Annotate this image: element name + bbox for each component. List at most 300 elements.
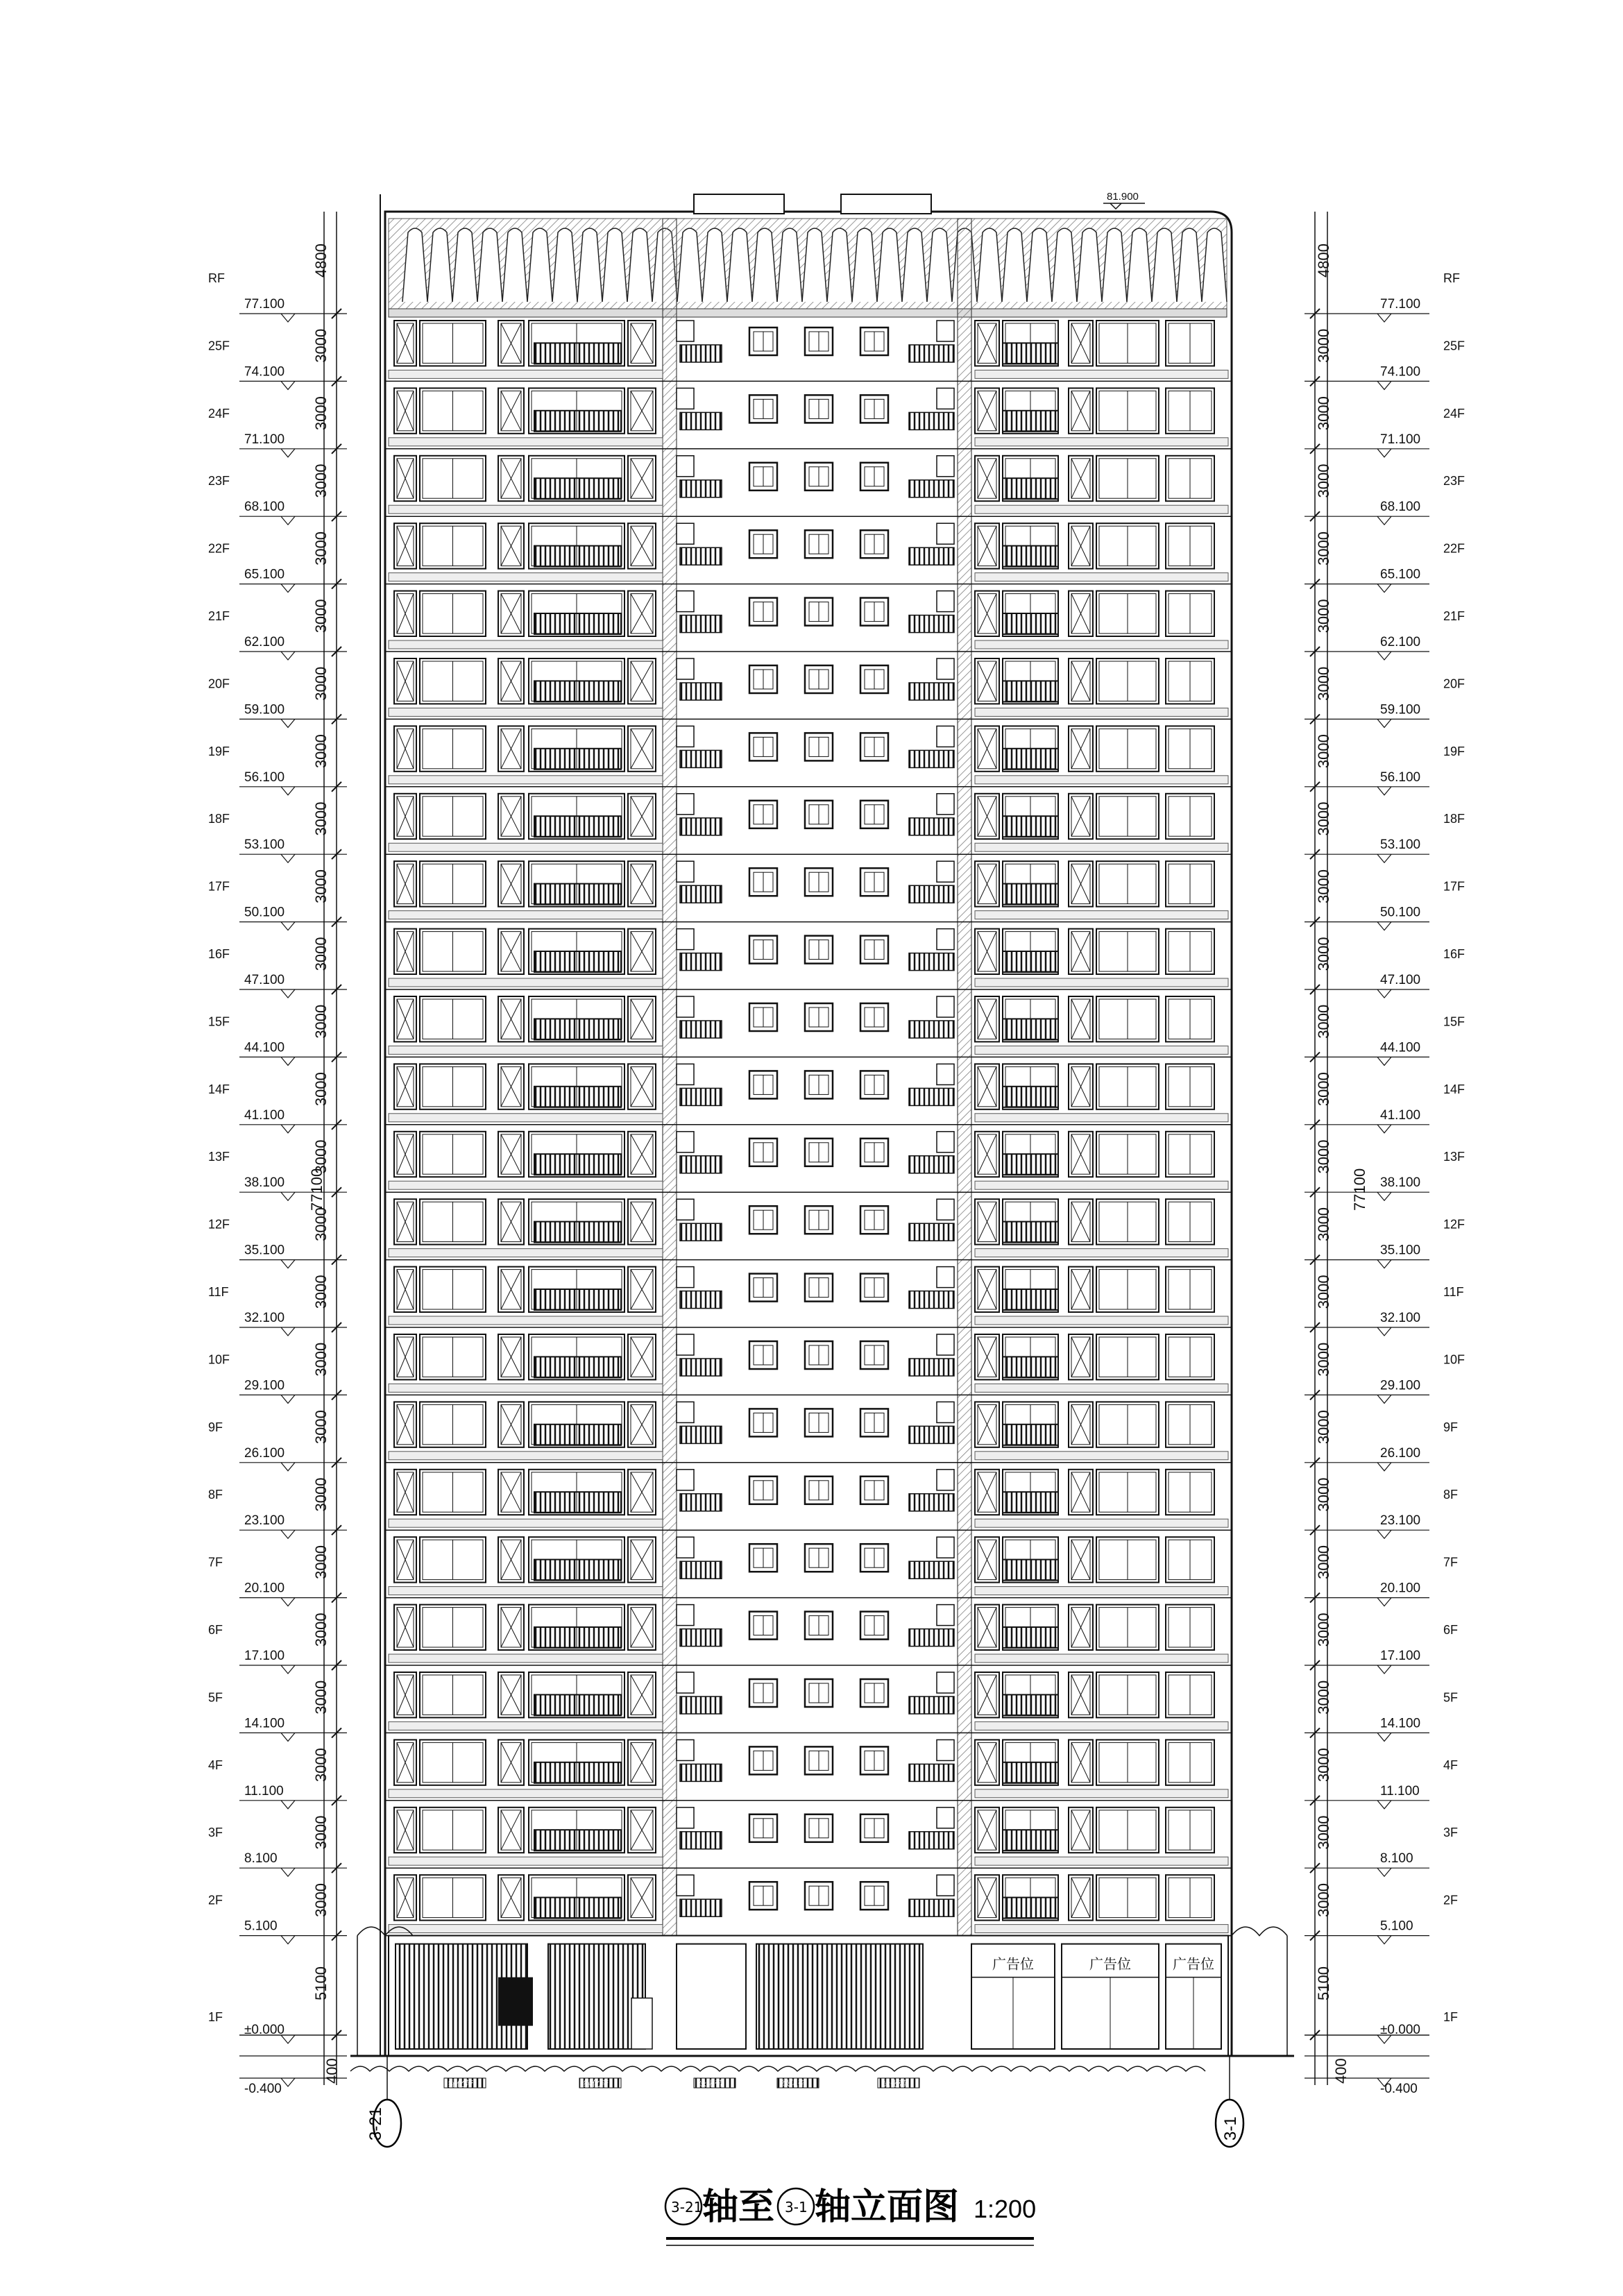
floor-height-right: 3000 (1315, 1545, 1332, 1579)
core-balcony (909, 412, 954, 430)
floor-label-left: 17F (208, 879, 230, 894)
floor-label-left: 23F (208, 474, 230, 488)
floor-height-left: 3000 (312, 1882, 330, 1917)
floor-height-right: 3000 (1315, 599, 1332, 633)
floor-row (385, 388, 1232, 448)
core-balcony (909, 547, 954, 565)
floor-row (385, 996, 1232, 1057)
core-balcony (680, 1021, 722, 1038)
floor-label-left: 15F (208, 1014, 230, 1029)
core-balcony (680, 683, 722, 700)
level-label-left: 56.100 (244, 769, 285, 785)
floor-label-left: 16F (208, 947, 230, 961)
floor-label-right: 19F (1443, 744, 1465, 758)
core-balcony (909, 480, 954, 498)
level-label-left: 14.100 (244, 1716, 285, 1731)
level-label-left: 71.100 (244, 432, 285, 447)
floor-row (385, 1064, 1232, 1124)
balcony-railing (1003, 1830, 1058, 1851)
floor-label-right: 7F (1443, 1555, 1459, 1570)
floor-label-right: 25F (1443, 339, 1465, 353)
floor-label-right: 2F (1443, 1893, 1459, 1907)
left-dimension-column (208, 212, 347, 2086)
shop-sign: 广告位 (1089, 1957, 1131, 1973)
floor-height-left: 3000 (312, 328, 330, 363)
floor-row (385, 321, 1232, 381)
floor-label-left: 21F (208, 609, 230, 623)
floor-height-left: 3000 (312, 1342, 330, 1377)
level-label-left: 20.100 (244, 1581, 285, 1596)
balcony-railing (534, 343, 621, 364)
floor-height-right: 3000 (1315, 1342, 1332, 1377)
balcony-railing (1003, 1087, 1058, 1107)
level-label-right: 26.100 (1380, 1445, 1421, 1461)
floor-row (385, 1132, 1232, 1192)
level-label-left: 11.100 (244, 1783, 284, 1798)
level-label-right: 8.100 (1380, 1851, 1413, 1866)
core-balcony (680, 1494, 722, 1511)
core-balcony (680, 412, 722, 430)
floor-height-right: 3000 (1315, 1207, 1332, 1241)
core-balcony (909, 1223, 954, 1241)
level-label-left: 17.100 (244, 1649, 285, 1663)
floor-row (385, 1537, 1232, 1597)
core-balcony (909, 1291, 954, 1309)
entrance-door (756, 1944, 923, 2049)
floor-row (385, 456, 1232, 516)
floor-height-right: 3000 (1315, 1613, 1332, 1647)
ground-planting (350, 2066, 1205, 2071)
floor-height-right: 3000 (1315, 734, 1332, 769)
floor-label-right: 12F (1443, 1217, 1465, 1232)
floor-row (385, 1470, 1232, 1530)
floor-label-left: 6F (208, 1623, 223, 1637)
floor-label-right: RF (1443, 271, 1460, 285)
balcony-railing (1003, 1154, 1058, 1175)
floor-height-right: 4800 (1315, 244, 1332, 278)
balcony-railing (534, 1560, 621, 1581)
balcony-railing (1003, 1019, 1058, 1039)
base-dim-left: 400 (323, 2058, 341, 2084)
level-label-left: 8.100 (244, 1851, 278, 1866)
balcony-railing (534, 1222, 621, 1243)
balcony-railing (534, 1087, 621, 1107)
floor-height-right: 3000 (1315, 801, 1332, 836)
floor-label-right: 6F (1443, 1623, 1459, 1637)
level-label-left: 53.100 (244, 837, 285, 853)
level-label-left: 29.100 (244, 1378, 285, 1393)
floor-height-left: 3000 (312, 1275, 330, 1309)
floor-row (385, 794, 1232, 854)
entrance-door (548, 1944, 645, 2049)
shop-sign: 广告位 (992, 1957, 1034, 1973)
core-balcony (680, 1156, 722, 1173)
balcony-railing (534, 816, 621, 837)
floor-height-left: 3000 (312, 1004, 330, 1039)
core-balcony (909, 1832, 954, 1849)
balcony-railing (534, 1492, 621, 1513)
balcony-railing (534, 1289, 621, 1310)
level-label-left: 47.100 (244, 973, 285, 987)
level-label-right: 17.100 (1380, 1649, 1421, 1663)
floor-height-left: 3000 (312, 599, 330, 633)
floor-label-left: 18F (208, 812, 230, 826)
floor-label-left: 11F (208, 1285, 229, 1299)
floor-label-right: 9F (1443, 1420, 1459, 1434)
floor-label-left: 13F (208, 1150, 230, 1164)
floor-height-right: 3000 (1315, 1815, 1332, 1850)
level-label-right: 74.100 (1380, 364, 1421, 380)
level-label-right: 32.100 (1380, 1311, 1421, 1325)
level-label-right: 59.100 (1380, 702, 1421, 717)
floor-height-right: 3000 (1315, 1275, 1332, 1309)
floor-label-right: 21F (1443, 609, 1465, 623)
balcony-railing (534, 884, 621, 905)
floor-row (385, 1402, 1232, 1462)
floor-label-left: 9F (208, 1420, 223, 1434)
balcony-railing (1003, 951, 1058, 972)
ground-level-right: ±0.000 (1380, 2023, 1420, 2037)
balcony-railing (534, 1019, 621, 1039)
level-label-right: 5.100 (1380, 1919, 1413, 1934)
floor-label-right: 16F (1443, 947, 1465, 961)
balcony-railing (1003, 411, 1058, 432)
core-balcony (909, 1088, 954, 1105)
balcony-railing (534, 1898, 621, 1919)
floor-label-right: 4F (1443, 1758, 1459, 1772)
core-balcony (909, 345, 954, 362)
floor-height-left: 3000 (312, 1680, 330, 1715)
level-label-right: 41.100 (1380, 1107, 1421, 1123)
floor-label-left: 12F (208, 1217, 230, 1232)
level-label-left: 44.100 (244, 1040, 285, 1055)
balcony-railing (1003, 1762, 1058, 1783)
core-balcony (909, 750, 954, 767)
floor-label-right: 22F (1443, 541, 1465, 556)
core-balcony (680, 1899, 722, 1916)
balcony-railing (534, 1154, 621, 1175)
level-label-right: 20.100 (1380, 1581, 1421, 1596)
drawing-title-block (665, 2186, 1036, 2245)
core-balcony (680, 885, 722, 903)
floor-label-right: 10F (1443, 1352, 1465, 1367)
level-label-left: 68.100 (244, 500, 285, 515)
level-label-left: 23.100 (244, 1513, 285, 1529)
core-balcony (680, 1764, 722, 1781)
core-balcony (680, 1426, 722, 1443)
level-label-left: 77.100 (244, 297, 285, 312)
floor-label-right: 13F (1443, 1150, 1465, 1164)
roof-top-level: 81.900 (1107, 191, 1139, 203)
core-balcony (680, 953, 722, 971)
floor-label-left: 4F (208, 1758, 223, 1772)
core-balcony (680, 1359, 722, 1376)
floor-label-left: 2F (208, 1893, 223, 1907)
balcony-railing (534, 681, 621, 701)
balcony-railing (534, 1627, 621, 1648)
floor-row (385, 591, 1232, 652)
floor-label-left: 19F (208, 744, 230, 758)
floor-row (385, 1199, 1232, 1259)
balcony-railing (534, 749, 621, 769)
floor-label-left: 25F (208, 339, 230, 353)
core-balcony (909, 1021, 954, 1038)
floor-height-left: 3000 (312, 937, 330, 971)
core-balcony (909, 953, 954, 971)
floor-height-right: 3000 (1315, 1680, 1332, 1715)
floor-row (385, 658, 1232, 719)
floor-height-right: 3000 (1315, 869, 1332, 903)
balcony-railing (534, 478, 621, 499)
floor-row (385, 861, 1232, 921)
floor-label-right: 1F (1443, 2010, 1459, 2024)
level-label-left: 65.100 (244, 567, 285, 582)
floor-height-left: 3000 (312, 666, 330, 701)
level-label-right: 38.100 (1380, 1175, 1421, 1191)
floor-row (385, 1334, 1232, 1395)
floor-height-right: 3000 (1315, 328, 1332, 363)
floor-height-left: 3000 (312, 1207, 330, 1241)
level-label-left: 74.100 (244, 364, 285, 380)
core-balcony (909, 818, 954, 835)
level-label-left: 35.100 (244, 1243, 285, 1258)
axis-label-left: 3-21 (366, 2107, 385, 2141)
floor-label-left: 24F (208, 406, 230, 420)
core-balcony (680, 480, 722, 498)
floor-height-left: 5100 (312, 1966, 330, 2000)
level-label-right: 68.100 (1380, 500, 1421, 515)
core-balcony (680, 1223, 722, 1241)
core-balcony (909, 1426, 954, 1443)
floor-row (385, 1875, 1232, 1935)
floor-row (385, 929, 1232, 989)
floor-label-left: 14F (208, 1082, 230, 1096)
core-balcony (680, 1832, 722, 1849)
level-label-left: 38.100 (244, 1175, 285, 1191)
balcony-railing (1003, 343, 1058, 364)
level-label-right: 29.100 (1380, 1378, 1421, 1393)
core-balcony (680, 615, 722, 633)
vertical-band (958, 219, 971, 2056)
balcony-railing (534, 1357, 621, 1377)
level-label-right: 65.100 (1380, 567, 1421, 582)
level-label-right: 53.100 (1380, 837, 1421, 853)
floor-height-left: 3000 (312, 1545, 330, 1579)
floor-height-left: 3000 (312, 1815, 330, 1850)
core-balcony (909, 1156, 954, 1173)
roof-box (694, 194, 784, 214)
floor-label-right: 14F (1443, 1082, 1465, 1096)
floor-row (385, 523, 1232, 584)
floor-label-right: 11F (1443, 1285, 1464, 1299)
balcony-railing (1003, 681, 1058, 701)
floor-row (385, 1605, 1232, 1665)
floor-height-right: 3000 (1315, 1477, 1332, 1512)
level-label-left: 59.100 (244, 702, 285, 717)
balcony-railing (534, 546, 621, 567)
core-balcony (909, 1629, 954, 1647)
planter-label: 绿化带 (448, 2079, 474, 2089)
floor-height-right: 3000 (1315, 666, 1332, 701)
vertical-band (663, 219, 677, 2056)
level-label-left: 41.100 (244, 1107, 285, 1123)
floor-label-left: 3F (208, 1826, 223, 1840)
floor-height-left: 3000 (312, 1613, 330, 1647)
balcony-railing (1003, 478, 1058, 499)
level-label-right: 71.100 (1380, 432, 1421, 447)
floor-label-left: RF (208, 271, 225, 285)
title-axis-right: 3-1 (785, 2199, 808, 2216)
below-ground-right: -0.400 (1380, 2082, 1418, 2096)
floor-label-right: 3F (1443, 1826, 1459, 1840)
floor-height-left: 3000 (312, 869, 330, 903)
floor-label-right: 8F (1443, 1488, 1459, 1502)
core-balcony (680, 345, 722, 362)
floor-row (385, 1672, 1232, 1733)
level-label-right: 56.100 (1380, 769, 1421, 785)
balcony-railing (1003, 1560, 1058, 1581)
drawing-title: 轴至 (702, 2186, 775, 2228)
balcony-railing (1003, 1694, 1058, 1715)
balcony-railing (1003, 884, 1058, 905)
total-height-right: 77100 (1351, 1168, 1368, 1211)
shop-sign: 广告位 (1173, 1957, 1214, 1973)
floor-height-right: 3000 (1315, 464, 1332, 498)
planter-label: 绿化带 (584, 2079, 609, 2089)
ground-level-left: ±0.000 (244, 2023, 284, 2037)
balcony-railing (1003, 1627, 1058, 1648)
level-label-right: 50.100 (1380, 905, 1421, 920)
core-balcony (909, 1561, 954, 1579)
floor-height-right: 3000 (1315, 937, 1332, 971)
level-label-right: 44.100 (1380, 1040, 1421, 1055)
floor-label-left: 20F (208, 677, 230, 691)
floor-label-right: 17F (1443, 879, 1465, 894)
floor-height-left: 3000 (312, 1748, 330, 1783)
balcony-railing (1003, 546, 1058, 567)
level-label-right: 14.100 (1380, 1716, 1421, 1731)
core-balcony (909, 1899, 954, 1916)
level-label-left: 50.100 (244, 905, 285, 920)
core-balcony (909, 885, 954, 903)
balcony-railing (1003, 1289, 1058, 1310)
floor-label-right: 18F (1443, 812, 1465, 826)
floor-row (385, 1267, 1232, 1327)
floor-height-right: 3000 (1315, 1748, 1332, 1783)
level-label-left: 5.100 (244, 1919, 278, 1934)
core-balcony (680, 818, 722, 835)
core-balcony (680, 1561, 722, 1579)
core-balcony (680, 1629, 722, 1647)
axis-bubble-right (1216, 2100, 1243, 2147)
right-dimension-column (1305, 212, 1465, 2086)
base-dim-right: 400 (1332, 2058, 1350, 2084)
balcony-railing (1003, 1222, 1058, 1243)
core-balcony (909, 1764, 954, 1781)
core-balcony (680, 1291, 722, 1309)
balcony-railing (534, 1830, 621, 1851)
floor-height-left: 3000 (312, 734, 330, 769)
floor-label-left: 1F (208, 2010, 223, 2024)
core-balcony (909, 683, 954, 700)
floor-height-right: 5100 (1315, 1966, 1332, 2000)
floor-row (385, 1808, 1232, 1868)
level-label-left: 26.100 (244, 1445, 285, 1461)
balcony-railing (1003, 1357, 1058, 1377)
level-label-right: 62.100 (1380, 635, 1421, 649)
floor-label-right: 23F (1443, 474, 1465, 488)
level-label-right: 23.100 (1380, 1513, 1421, 1529)
core-balcony (680, 750, 722, 767)
level-label-right: 35.100 (1380, 1243, 1421, 1258)
floor-height-left: 3000 (312, 396, 330, 431)
planter-label: 绿化带 (698, 2079, 724, 2089)
core-balcony (680, 1697, 722, 1714)
core-balcony (909, 1359, 954, 1376)
drawing-title-end: 轴立面图 (815, 2186, 960, 2228)
entrance-door (677, 1944, 746, 2049)
facade (350, 321, 1294, 2100)
floor-height-right: 3000 (1315, 396, 1332, 431)
level-label-right: 47.100 (1380, 973, 1421, 987)
floor-label-left: 5F (208, 1690, 223, 1705)
balcony-railing (534, 411, 621, 432)
core-balcony (909, 615, 954, 633)
floor-label-left: 22F (208, 541, 230, 556)
floor-height-left: 3000 (312, 531, 330, 566)
floor-height-left: 3000 (312, 1139, 330, 1174)
floor-height-right: 3000 (1315, 531, 1332, 566)
floor-label-right: 5F (1443, 1690, 1459, 1705)
planter-label: 绿化带 (882, 2079, 908, 2089)
core-balcony (909, 1697, 954, 1714)
floor-label-left: 8F (208, 1488, 223, 1502)
core-balcony (909, 1494, 954, 1511)
planter-label: 绿化带 (781, 2079, 807, 2089)
drawing-scale: 1:200 (974, 2195, 1037, 2223)
floor-height-left: 3000 (312, 464, 330, 498)
floor-height-left: 3000 (312, 1072, 330, 1107)
level-label-left: 62.100 (244, 635, 285, 649)
balcony-railing (1003, 1425, 1058, 1445)
level-label-right: 11.100 (1380, 1783, 1420, 1798)
axis-label-right: 3-1 (1221, 2116, 1240, 2141)
floor-height-left: 3000 (312, 1410, 330, 1445)
below-ground-left: -0.400 (244, 2082, 282, 2096)
floor-row (385, 726, 1232, 786)
balcony-railing (1003, 613, 1058, 634)
total-height-left: 77100 (308, 1168, 325, 1211)
floor-height-right: 3000 (1315, 1882, 1332, 1917)
balcony-railing (534, 1762, 621, 1783)
floor-label-right: 20F (1443, 677, 1465, 691)
floor-height-right: 3000 (1315, 1410, 1332, 1445)
ground-floor (350, 1927, 1294, 2100)
floor-height-right: 3000 (1315, 1139, 1332, 1174)
balcony-railing (1003, 1492, 1058, 1513)
floor-label-right: 15F (1443, 1014, 1465, 1029)
floor-label-right: 24F (1443, 406, 1465, 420)
balcony-railing (1003, 816, 1058, 837)
floor-height-right: 3000 (1315, 1072, 1332, 1107)
floor-label-left: 7F (208, 1555, 223, 1570)
core-balcony (680, 1088, 722, 1105)
floor-height-left: 3000 (312, 801, 330, 836)
floor-height-left: 4800 (312, 244, 330, 278)
balcony-railing (534, 1425, 621, 1445)
floor-height-left: 3000 (312, 1477, 330, 1512)
floor-label-left: 10F (208, 1352, 230, 1367)
